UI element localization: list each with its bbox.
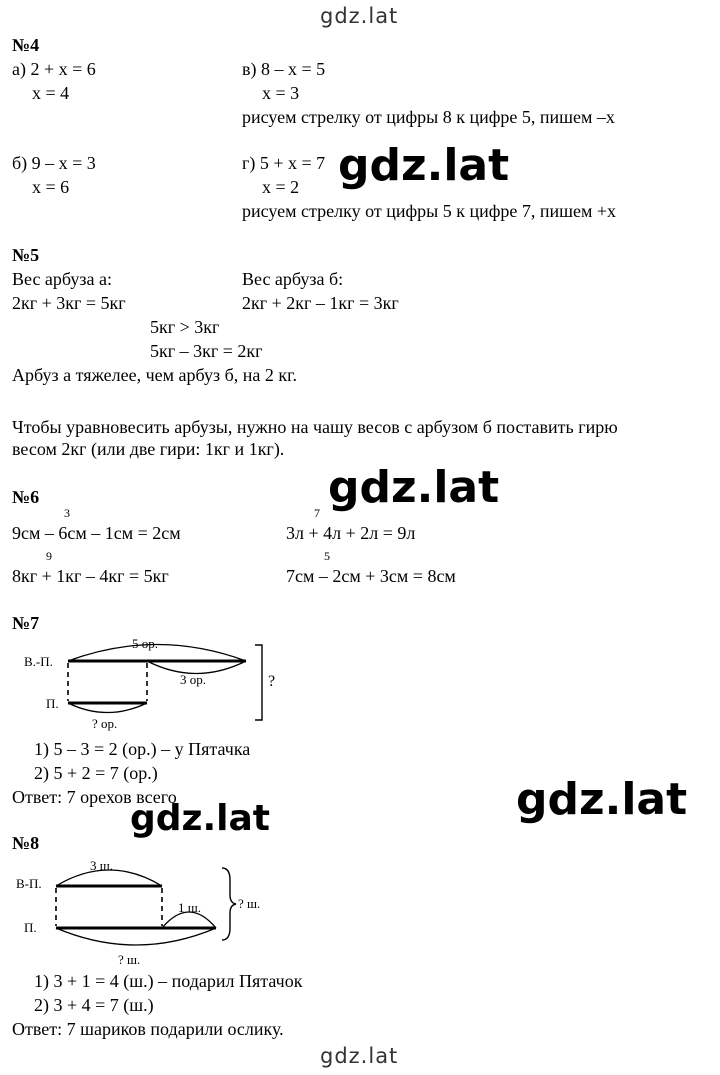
watermark-2: gdz.lat: [328, 462, 500, 513]
task5-compare: 5кг > 3кг: [150, 317, 220, 337]
task5-paragraph-line1: Чтобы уравновесить арбузы, нужно на чашу весов с арбузом б поставить гирю: [12, 417, 618, 437]
task6-equation-4: 7см – 2см + 3см = 8см: [286, 566, 456, 586]
task7-step2: 2) 5 + 2 = 7 (ор.): [34, 763, 158, 783]
watermark-1: gdz.lat: [338, 140, 510, 191]
watermark-top: gdz.lat: [320, 4, 399, 28]
task5-difference: 5кг – 3кг = 2кг: [150, 341, 263, 361]
task7-heading: №7: [12, 613, 40, 633]
watermark-3: gdz.lat: [130, 798, 271, 839]
task7-bottom-label: ? ор.: [92, 716, 118, 731]
task7-label-vp: В.-П.: [24, 654, 53, 669]
task8-heading: №8: [12, 833, 40, 853]
task7-top-label: 5 ор.: [132, 636, 158, 651]
task4-a-solution: х = 4: [32, 83, 70, 103]
task8-brace-label: ? ш.: [238, 896, 261, 911]
task4-heading: №4: [12, 35, 40, 55]
task5-weight-a-label: Вес арбуза а:: [12, 269, 112, 289]
task5-conclusion: Арбуз а тяжелее, чем арбуз б, на 2 кг.: [12, 365, 298, 385]
task4-g-solution: х = 2: [262, 177, 300, 197]
task5-paragraph-line2: весом 2кг (или две гири: 1кг и 1кг).: [12, 439, 285, 459]
task7-answer: Ответ: 7 орехов всего: [12, 787, 177, 807]
task7-diff-label: 3 ор.: [180, 672, 206, 687]
task5-weight-b-label: Вес арбуза б:: [242, 269, 344, 289]
task4-v-equation: в) 8 – х = 5: [242, 59, 326, 79]
task6-heading: №6: [12, 487, 40, 507]
task8-step1: 1) 3 + 1 = 4 (ш.) – подарил Пятачок: [34, 971, 303, 991]
task4-b-equation: б) 9 – х = 3: [12, 153, 96, 173]
task4-g-equation: г) 5 + х = 7: [242, 153, 326, 173]
task8-step2: 2) 3 + 4 = 7 (ш.): [34, 995, 154, 1015]
task6-sup-3: 9: [46, 549, 52, 563]
task4-v-note: рисуем стрелку от цифры 8 к цифре 5, пишем –х: [242, 107, 615, 127]
task6-equation-1: 9см – 6см – 1см = 2см: [12, 523, 181, 543]
task6-equation-3: 8кг + 1кг – 4кг = 5кг: [12, 566, 169, 586]
task6-equation-2: 3л + 4л + 2л = 9л: [286, 523, 416, 543]
task4-a-equation: а) 2 + х = 6: [12, 59, 96, 79]
task8-answer: Ответ: 7 шариков подарили ослику.: [12, 1019, 284, 1039]
task8-extra-label: 1 ш.: [178, 900, 202, 915]
task4-b-solution: х = 6: [32, 177, 70, 197]
task7-step1: 1) 5 – 3 = 2 (ор.) – у Пятачка: [34, 739, 251, 759]
task6-sup-4: 5: [324, 549, 330, 563]
task7-brace-label: ?: [268, 673, 276, 690]
task7-label-p: П.: [46, 696, 59, 711]
task5-calc-b: 2кг + 2кг – 1кг = 3кг: [242, 293, 399, 313]
task6-sup-2: 7: [314, 506, 320, 520]
task8-bottom-label: ? ш.: [118, 952, 141, 967]
task8-top-label: 3 ш.: [90, 858, 114, 873]
task6-sup-1: 3: [64, 506, 70, 520]
task8-label-vp: В-П.: [16, 876, 42, 891]
task5-calc-a: 2кг + 3кг = 5кг: [12, 293, 126, 313]
task8-label-p: П.: [24, 920, 37, 935]
task4-g-note: рисуем стрелку от цифры 5 к цифре 7, пишем +х: [242, 201, 617, 221]
task4-v-solution: х = 3: [262, 83, 300, 103]
watermark-4: gdz.lat: [516, 774, 688, 825]
watermark-bottom: gdz.lat: [320, 1044, 399, 1068]
task5-heading: №5: [12, 245, 40, 265]
